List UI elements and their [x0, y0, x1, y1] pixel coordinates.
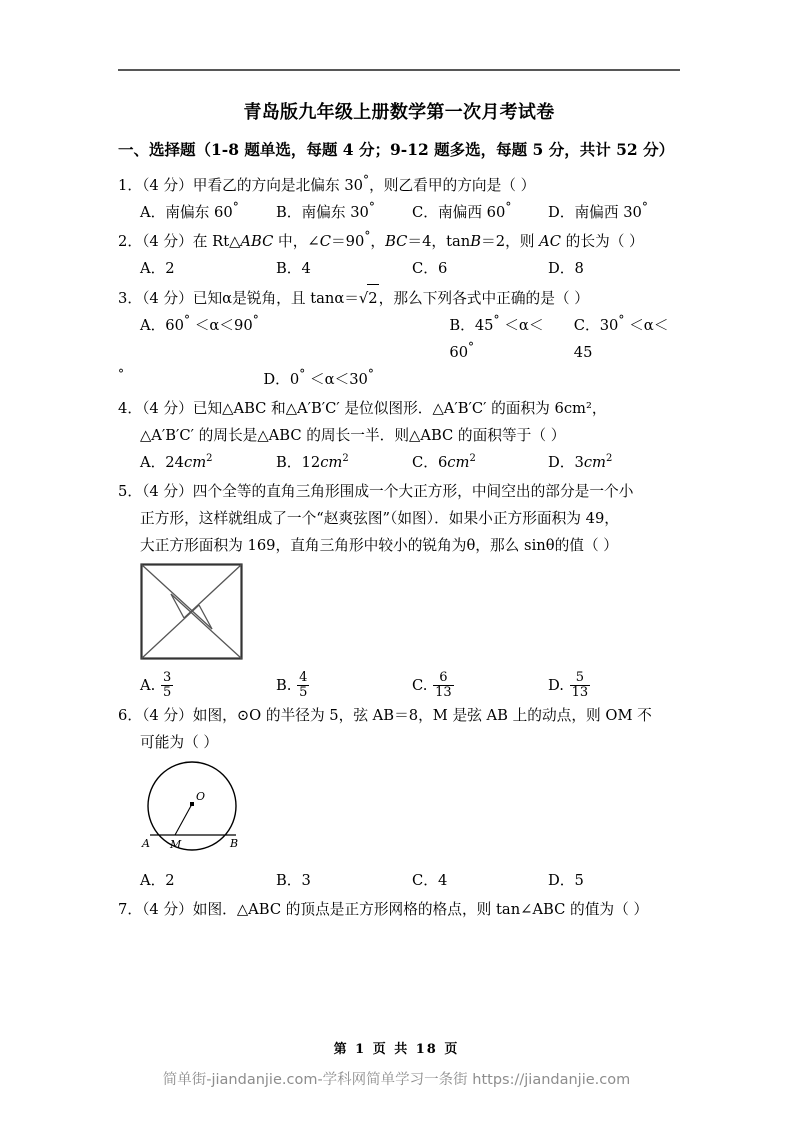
question-4-points: （4 分） — [142, 400, 193, 417]
fraction: $\frac{6}{13}$ — [435, 670, 452, 700]
question-5-points: （4 分） — [142, 483, 193, 500]
question-1-number: 1 — [118, 177, 128, 194]
question-5-stem-line3: 大正方形面积为 169，直角三角形中较小的锐角为θ，那么 sinθ的值（ ） — [140, 537, 618, 554]
degree-symbol: ° — [641, 200, 648, 215]
circle-chord-diagram — [140, 760, 684, 865]
option-3-D[interactable]: D．0° ＜α＜30° — [263, 367, 374, 388]
option-6-D[interactable]: D．5 — [548, 872, 584, 890]
option-5-B[interactable]: B. $\frac{4}{5}$ — [276, 670, 308, 700]
degree-symbol: ° — [299, 367, 306, 382]
question-7-number: 7 — [118, 901, 128, 919]
degree-symbol: ° — [184, 313, 191, 328]
option-1-D[interactable]: D．南偏西 30° — [548, 200, 648, 221]
watermark-footer: 简单街-jiandanjie.com-学科网简单学习一条街 https://jiandanjie.com — [162, 1072, 631, 1088]
question-5 — [118, 478, 684, 700]
question-2-number: 2 — [118, 233, 128, 250]
question-3-options-wrap — [118, 366, 684, 393]
question-2-stem: 2．（4 分）在 Rt△ABC 中，∠C＝90°，BC＝4，tanB＝2，则 AC 的长为（ ） — [118, 229, 644, 250]
question-4-stem-line2: △A′B′C′ 的周长是△ABC 的周长一半．则△ABC 的面积等于（ ） — [140, 427, 566, 444]
question-6-options — [118, 867, 684, 894]
option-6-A[interactable]: A．2 — [140, 872, 175, 890]
question-6-number: 6 — [118, 707, 128, 725]
option-2-A[interactable]: A．2 — [140, 260, 175, 277]
question-1-stem-tail: ，则乙看甲的方向是（ ） — [369, 177, 536, 194]
option-6-C[interactable]: C．4 — [412, 872, 448, 890]
question-5-number: 5 — [118, 483, 128, 500]
degree-symbol: ° — [118, 367, 125, 382]
option-3-C[interactable]: C．30° ＜α＜45 — [573, 313, 669, 361]
questions-container — [118, 172, 684, 925]
option-4-D[interactable]: D．$3cm^2$ — [548, 453, 613, 471]
label-B: B — [230, 837, 239, 851]
question-2-points: （4 分） — [142, 233, 193, 250]
option-3-A[interactable]: A．60° ＜α＜90° — [140, 313, 259, 334]
page-number-footer: 第 1 页 共 18 页 — [333, 1042, 460, 1057]
page-title: 青岛版九年级上册数学第一次月考试卷 — [243, 102, 555, 123]
question-6-stem-line2: 可能为（ ） — [140, 734, 219, 752]
label-A: A — [142, 837, 150, 851]
circle-chord-svg — [140, 760, 260, 856]
option-4-A[interactable]: A．$24cm^2$ — [140, 453, 213, 471]
option-3-B[interactable]: B．45° ＜α＜60° — [449, 313, 544, 361]
option-4-C[interactable]: C．$6cm^2$ — [412, 453, 476, 471]
question-4 — [118, 395, 684, 476]
question-4-stem-line1: 4．（4 分）已知△ABC 和△A′B′C′ 是位似图形．△A′B′C′ 的面积为 6cm²， — [118, 400, 607, 417]
option-4-B[interactable]: B．$12cm^2$ — [276, 453, 349, 471]
sqrt-icon: √2 — [359, 290, 379, 307]
section-heading: 一、选择题（1-8 题单选，每题 4 分；9-12 题多选，每题 5 分，共计 52 分） — [118, 140, 675, 159]
degree-symbol: ° — [363, 173, 370, 188]
degree-symbol: ° — [368, 200, 375, 215]
question-1-stem-text: 甲看乙的方向是北偏东 30 — [192, 177, 364, 194]
degree-symbol: ° — [367, 367, 374, 382]
question-3-points: （4 分） — [142, 290, 193, 307]
zhao-shuang-svg — [140, 563, 244, 661]
question-1-stem: 1．（4 分）甲看乙的方向是北偏东 30°，则乙看甲的方向是（ ） — [118, 173, 536, 194]
question-5-stem-line1: 5．（4 分）四个全等的直角三角形围成一个大正方形，中间空出的部分是一个小 — [118, 483, 634, 500]
option-2-B[interactable]: B．4 — [276, 260, 311, 277]
header-divider — [118, 69, 680, 71]
question-3 — [118, 284, 684, 393]
question-2-options — [118, 255, 684, 282]
option-1-C[interactable]: C．南偏西 60° — [412, 200, 512, 221]
option-5-D[interactable]: D. $\frac{5}{13}$ — [548, 670, 589, 700]
question-5-options — [118, 672, 684, 700]
label-M: M — [170, 838, 182, 852]
question-7-stem-line1: 7．（4 分）如图．△ABC 的顶点是正方形网格的格点，则 tan∠ABC 的值为（ ） — [118, 901, 649, 919]
label-O: O — [196, 790, 206, 804]
question-1 — [118, 172, 684, 226]
degree-symbol: ° — [468, 340, 475, 355]
degree-symbol: ° — [252, 313, 259, 328]
question-7-points: （4 分） — [142, 901, 193, 919]
fraction: $\frac{3}{5}$ — [162, 670, 172, 700]
question-3-stem: 3．（4 分）已知α是锐角，且 tanα＝√2，那么下列各式中正确的是（ ） — [118, 284, 684, 312]
question-7 — [118, 896, 684, 923]
option-2-D[interactable]: D．8 — [548, 260, 584, 277]
question-6-stem-line1: 6．（4 分）如图，⊙O 的半径为 5，弦 AB＝8，M 是弦 AB 上的动点，则 OM 不 — [118, 707, 652, 725]
question-1-points: （4 分） — [142, 177, 193, 194]
option-1-A[interactable]: A．南偏东 60° — [140, 200, 239, 221]
option-6-B[interactable]: B．3 — [276, 872, 311, 890]
question-6 — [118, 702, 684, 894]
option-5-A[interactable]: A. $\frac{3}{5}$ — [140, 670, 172, 700]
question-6-points: （4 分） — [142, 707, 193, 725]
fraction: $\frac{4}{5}$ — [299, 670, 308, 700]
question-3-options — [118, 312, 684, 366]
option-1-B[interactable]: B．南偏东 30° — [276, 200, 375, 221]
degree-symbol: ° — [505, 200, 512, 215]
question-3-number: 3 — [118, 290, 128, 307]
degree-symbol: ° — [364, 229, 371, 244]
question-4-options — [118, 449, 684, 476]
degree-symbol: ° — [618, 313, 625, 328]
question-5-stem-line2: 正方形，这样就组成了一个“赵爽弦图”（如图）．如果小正方形面积为 49， — [140, 510, 619, 527]
degree-symbol: ° — [232, 200, 239, 215]
fraction: $\frac{5}{13}$ — [571, 670, 589, 700]
zhao-shuang-diagram — [140, 563, 684, 670]
option-2-C[interactable]: C．6 — [412, 260, 448, 277]
question-1-options — [118, 199, 684, 226]
option-5-C[interactable]: C. $\frac{6}{13}$ — [412, 670, 452, 700]
question-2 — [118, 228, 684, 282]
question-4-number: 4 — [118, 400, 128, 417]
degree-symbol: ° — [493, 313, 500, 328]
